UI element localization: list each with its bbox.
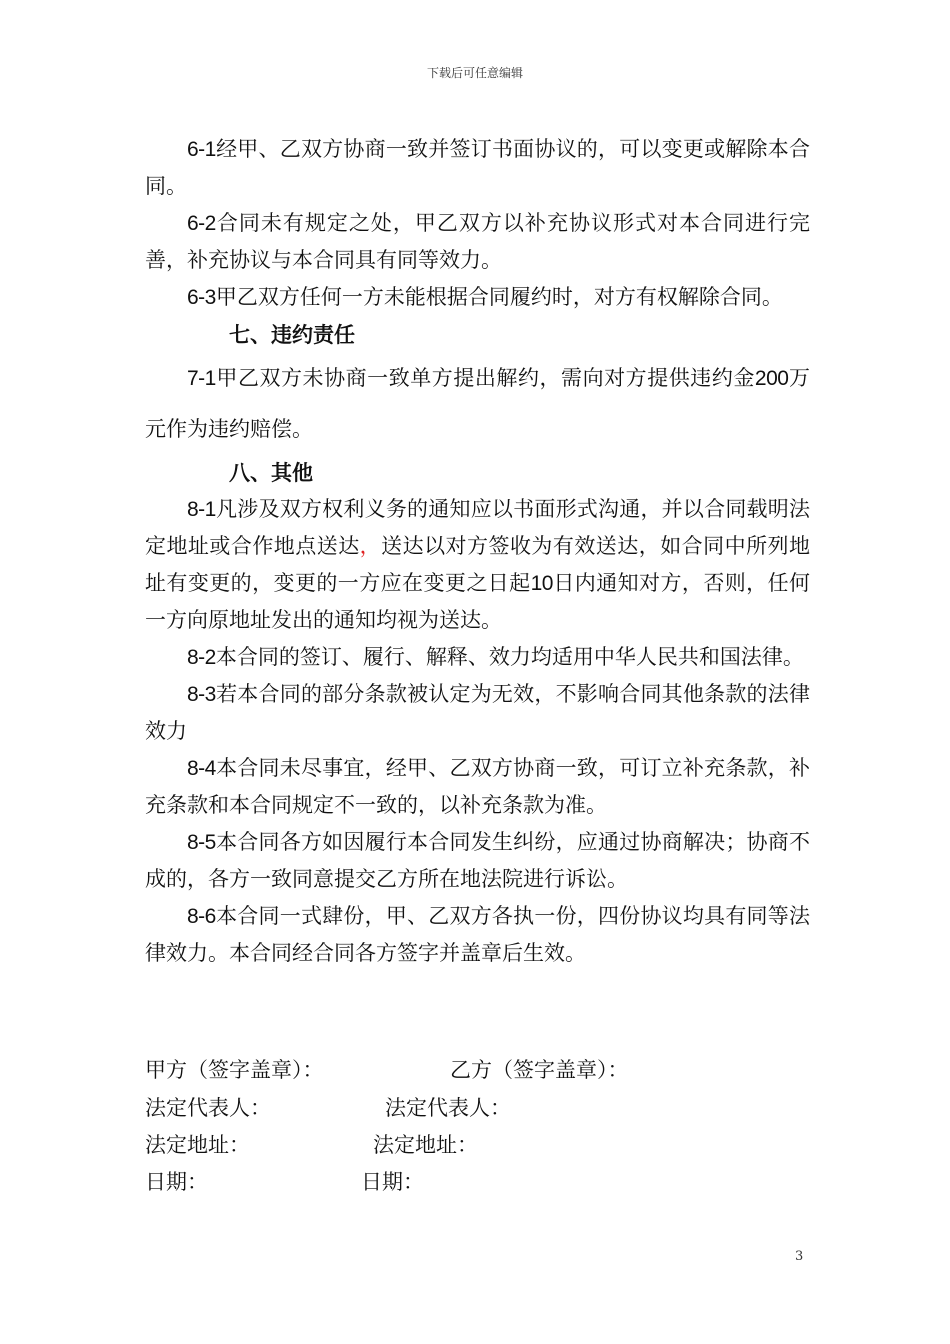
clause-8-1	[145, 491, 810, 639]
party-a-rep-label: 法定代表人：	[145, 1096, 271, 1120]
clause-text: 本合同未尽事宜，经甲、乙双方协商一致，可订立补充条款，补充条款和本合同规定不一致的，以补充条款为准。	[145, 756, 810, 817]
clause-text: 本合同各方如因履行本合同发生纠纷，应通过协商解决；协商不成的，各方一致同意提交乙方所在地法院进行诉讼。	[145, 830, 810, 891]
clause-text: 甲乙双方未协商一致单方提出解约，需向对方提供违约金	[215, 366, 755, 390]
clause-8-3	[145, 676, 810, 750]
clause-number: 8-5	[187, 831, 216, 854]
clause-7-1	[145, 353, 810, 454]
notice-days: 10	[530, 572, 553, 595]
clause-8-5	[145, 824, 810, 898]
clause-text: 送达以对方签收为有效送达，如合同中所列地址有变更的，变更的一方应在变更之日起	[145, 534, 811, 595]
page-header: 下载后可任意编辑	[426, 66, 523, 80]
clause-number: 8-6	[187, 905, 216, 928]
clause-text: 甲乙双方任何一方未能根据合同履约时，对方有权解除合同。	[215, 285, 783, 309]
clause-number: 8-2	[187, 646, 216, 669]
clause-text: 万元作为违约赔偿。	[145, 366, 811, 441]
clause-text: 本合同一式肆份，甲、乙双方各执一份，四份协议均具有同等法律效力。本合同经合同各方签字并盖章后生效。	[145, 904, 810, 965]
clause-6-3	[145, 279, 810, 316]
clause-number: 8-1	[187, 498, 216, 521]
party-a-sign-label: 甲方（签字盖章）：	[145, 1058, 324, 1082]
party-b-sign-label: 乙方（签字盖章）：	[450, 1058, 629, 1082]
section-heading-7: 七、违约责任	[229, 322, 355, 347]
clause-number: 6-1	[187, 138, 216, 161]
page-number: 3	[795, 1249, 804, 1264]
clause-text: 若本合同的部分条款被认定为无效，不影响合同其他条款的法律效力	[145, 682, 810, 743]
clause-8-6	[145, 898, 810, 972]
clause-text: 本合同的签订、履行、解释、效力均适用中华人民共和国法律。	[215, 645, 804, 669]
party-b-date-label: 日期：	[361, 1170, 424, 1194]
contract-body	[145, 131, 810, 972]
clause-number: 7-1	[187, 367, 216, 390]
party-b-address-label: 法定地址：	[373, 1133, 478, 1157]
section-heading-8: 八、其他	[229, 460, 313, 485]
party-b-rep-label: 法定代表人：	[385, 1096, 511, 1120]
penalty-amount: 200	[754, 367, 789, 390]
clause-number: 6-3	[187, 286, 216, 309]
clause-number: 6-2	[187, 212, 216, 235]
clause-text: 经甲、乙双方协商一致并签订书面协议的，可以变更或解除本合同。	[145, 137, 810, 198]
red-comma: ，	[359, 534, 382, 558]
clause-text: 合同未有规定之处，甲乙双方以补充协议形式对本合同进行完善，补充协议与本合同具有同等效力。	[145, 211, 810, 272]
clause-text: 日内通知对方，否则，任何一方向原地址发出的通知均视为送达。	[145, 571, 811, 632]
clause-number: 8-3	[187, 683, 216, 706]
clause-6-1	[145, 131, 810, 205]
clause-number: 8-4	[187, 757, 216, 780]
clause-8-2	[145, 639, 810, 676]
clause-8-4	[145, 750, 810, 824]
party-a-date-label: 日期：	[145, 1170, 208, 1194]
clause-text: 凡涉及双方权利义务的通知应以书面形式沟通，并以合同载明法定地址或合作地点送达	[145, 497, 810, 558]
party-a-address-label: 法定地址：	[145, 1133, 250, 1157]
clause-6-2	[145, 205, 810, 279]
